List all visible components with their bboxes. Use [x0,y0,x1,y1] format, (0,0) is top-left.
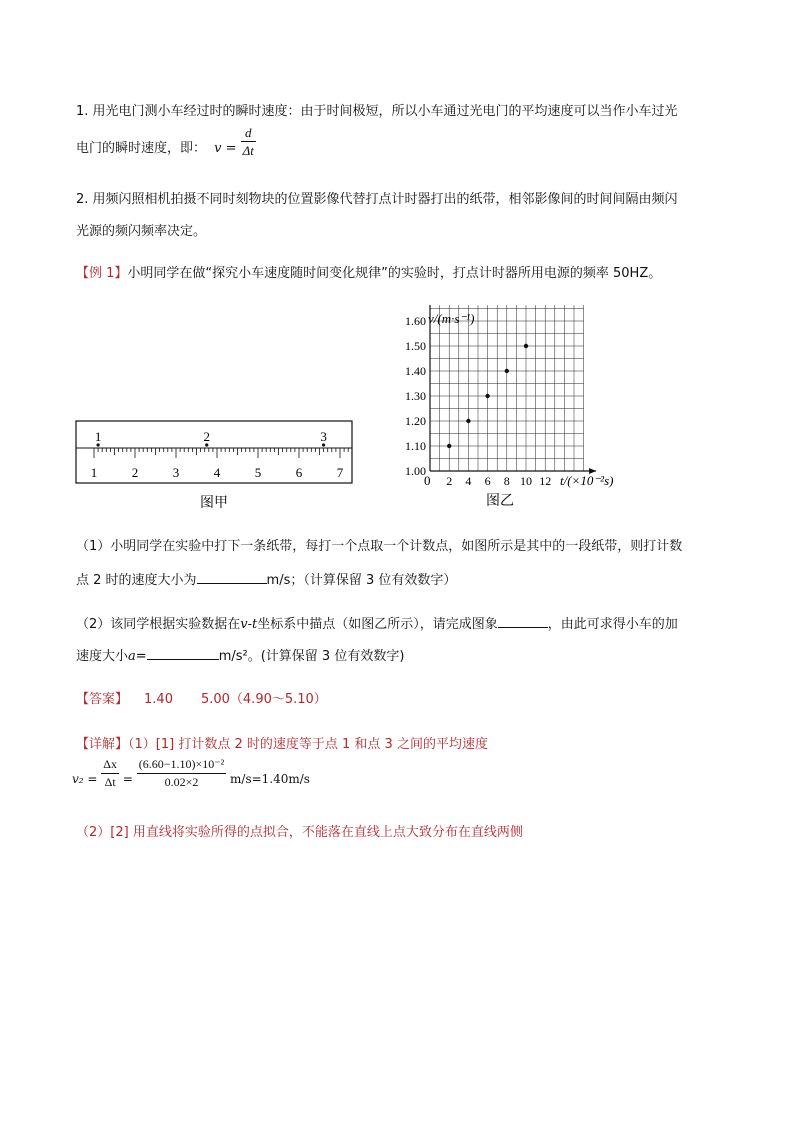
chart-axes [427,305,596,474]
tape-point-label: 2 [203,429,210,444]
ruler-label: 7 [336,465,344,480]
detail-fraction-1-num: Δx [101,756,119,774]
ruler-label: 1 [90,465,98,480]
y-tick-label: 1.10 [405,439,426,453]
q1-answer-blank[interactable] [197,569,267,584]
x-tick-label: 10 [520,474,532,488]
detail-formula-eq: = [122,772,133,786]
answer-line [76,690,327,710]
q2-line1-prefix: （2）该同学根据实验数据在 [76,617,241,632]
data-point [466,419,470,423]
answer-tag: 【答案】 [76,692,129,707]
ruler-label: 5 [254,465,262,480]
item1-line2 [76,125,256,159]
y-tick-label: 1.50 [405,339,426,353]
detail-line1 [76,735,488,755]
origin-label: 0 [424,473,431,488]
detail-line2: （2）[2] 用直线将实验所得的点拟合，不能落在直线上点大致分布在直线两侧 [76,825,523,840]
detail-fraction-1 [101,756,119,791]
x-tick-label: 6 [484,474,491,488]
q2-eq: = [135,649,147,664]
x-tick-label: 12 [539,474,552,488]
ruler-label: 6 [295,465,303,480]
y-tick-label: 1.30 [405,389,426,403]
q2-answer-blank[interactable] [147,645,219,660]
x-tick-label: 4 [465,474,472,488]
q1-line2-suffix: m/s；（计算保留 3 位有效数字） [266,573,457,588]
q1-line1: （1）小明同学在实验中打下一条纸带，每打一个点取一个计数点，如图所示是其中的一段纸带，则打计数 [76,539,683,554]
answer-value2: 5.00（4.90～5.10） [200,692,327,707]
q2-vt-var: v-t [240,617,258,632]
detail-formula-result: m/s=1.40m/s [230,772,310,786]
y-axis-label: v/(m·s⁻¹) [428,311,475,326]
x-axis-label: t/(×10⁻²s) [560,473,614,488]
figure-a-caption: 图甲 [200,495,228,511]
item2-line2: 光源的频闪频率决定。 [76,224,207,239]
velocity-formula-fraction [241,124,256,159]
q1-line2-prefix: 点 2 时的速度大小为 [76,573,197,588]
y-tick-labels [405,305,426,478]
figure-b-chart [390,305,620,515]
detail-fraction-1-den: Δt [104,775,116,789]
data-point [524,344,528,348]
q2-a-var: a [128,649,136,664]
figure-a-tape [70,415,360,515]
item1-line1: 1. 用光电门测小车经过时的瞬时速度：由于时间极短，所以小车通过光电门的平均速度可以当作小车过光 [76,104,678,119]
answer-value1: 1.40 [144,692,173,707]
tape-point-label: 3 [320,429,327,444]
q2-line1-mid: 坐标系中描点（如图乙所示），请完成图象 [257,617,498,632]
velocity-formula-denominator: Δt [242,143,254,158]
detail-fraction-2-den: 0.02×2 [164,775,199,789]
q1-line2 [76,569,456,591]
data-point [447,444,451,448]
detail-fraction-2 [137,756,226,791]
y-tick-label: 1.60 [405,314,426,328]
q2-line1 [76,613,678,635]
q2-line2-suffix: m/s²。(计算保留 3 位有效数字) [218,649,405,664]
ruler-label: 2 [131,465,139,480]
y-tick-label: 1.40 [405,364,426,378]
detail-tag: 【详解】 [76,737,129,752]
q2-line2-prefix: 速度大小 [76,649,129,664]
q2-line1-suffix: ，由此可求得小车的加 [547,617,678,632]
x-tick-label: 8 [503,474,510,488]
figure-b-caption: 图乙 [486,493,514,509]
chart-grid [430,305,584,471]
tape-point-label: 1 [94,429,102,444]
ruler-label: 3 [172,465,180,480]
data-point [505,369,509,373]
item1-line2-text: 电门的瞬时速度，即： [76,141,207,156]
example-tag: 【例 1】 [76,266,128,281]
detail-formula-lhs: v₂ = [72,772,98,786]
detail-line1-text: （1）[1] 打计数点 2 时的速度等于点 1 和点 3 之间的平均速度 [128,737,488,752]
data-point [485,394,489,398]
q2-graph-blank[interactable] [498,613,548,628]
detail-fraction-2-num: (6.60−1.10)×10⁻² [137,756,226,774]
x-tick-labels [446,474,551,488]
velocity-formula-numerator: d [241,124,256,142]
y-tick-label: 1.00 [405,464,426,478]
example-text: 小明同学在做“探究小车速度随时间变化规律”的实验时，打点计时器所用电源的频率 50HZ。 [127,266,662,281]
y-tick-label: 1.20 [405,414,426,428]
example-line [76,264,661,284]
item2-line1: 2. 用频闪照相机拍摄不同时刻物块的位置影像代替打点计时器打出的纸带，相邻影像间的时间间隔由频闪 [76,192,678,207]
x-tick-label: 2 [446,474,453,488]
velocity-formula-lhs: v = [214,141,237,156]
ruler-label: 4 [213,465,221,480]
q2-line2 [76,645,404,667]
